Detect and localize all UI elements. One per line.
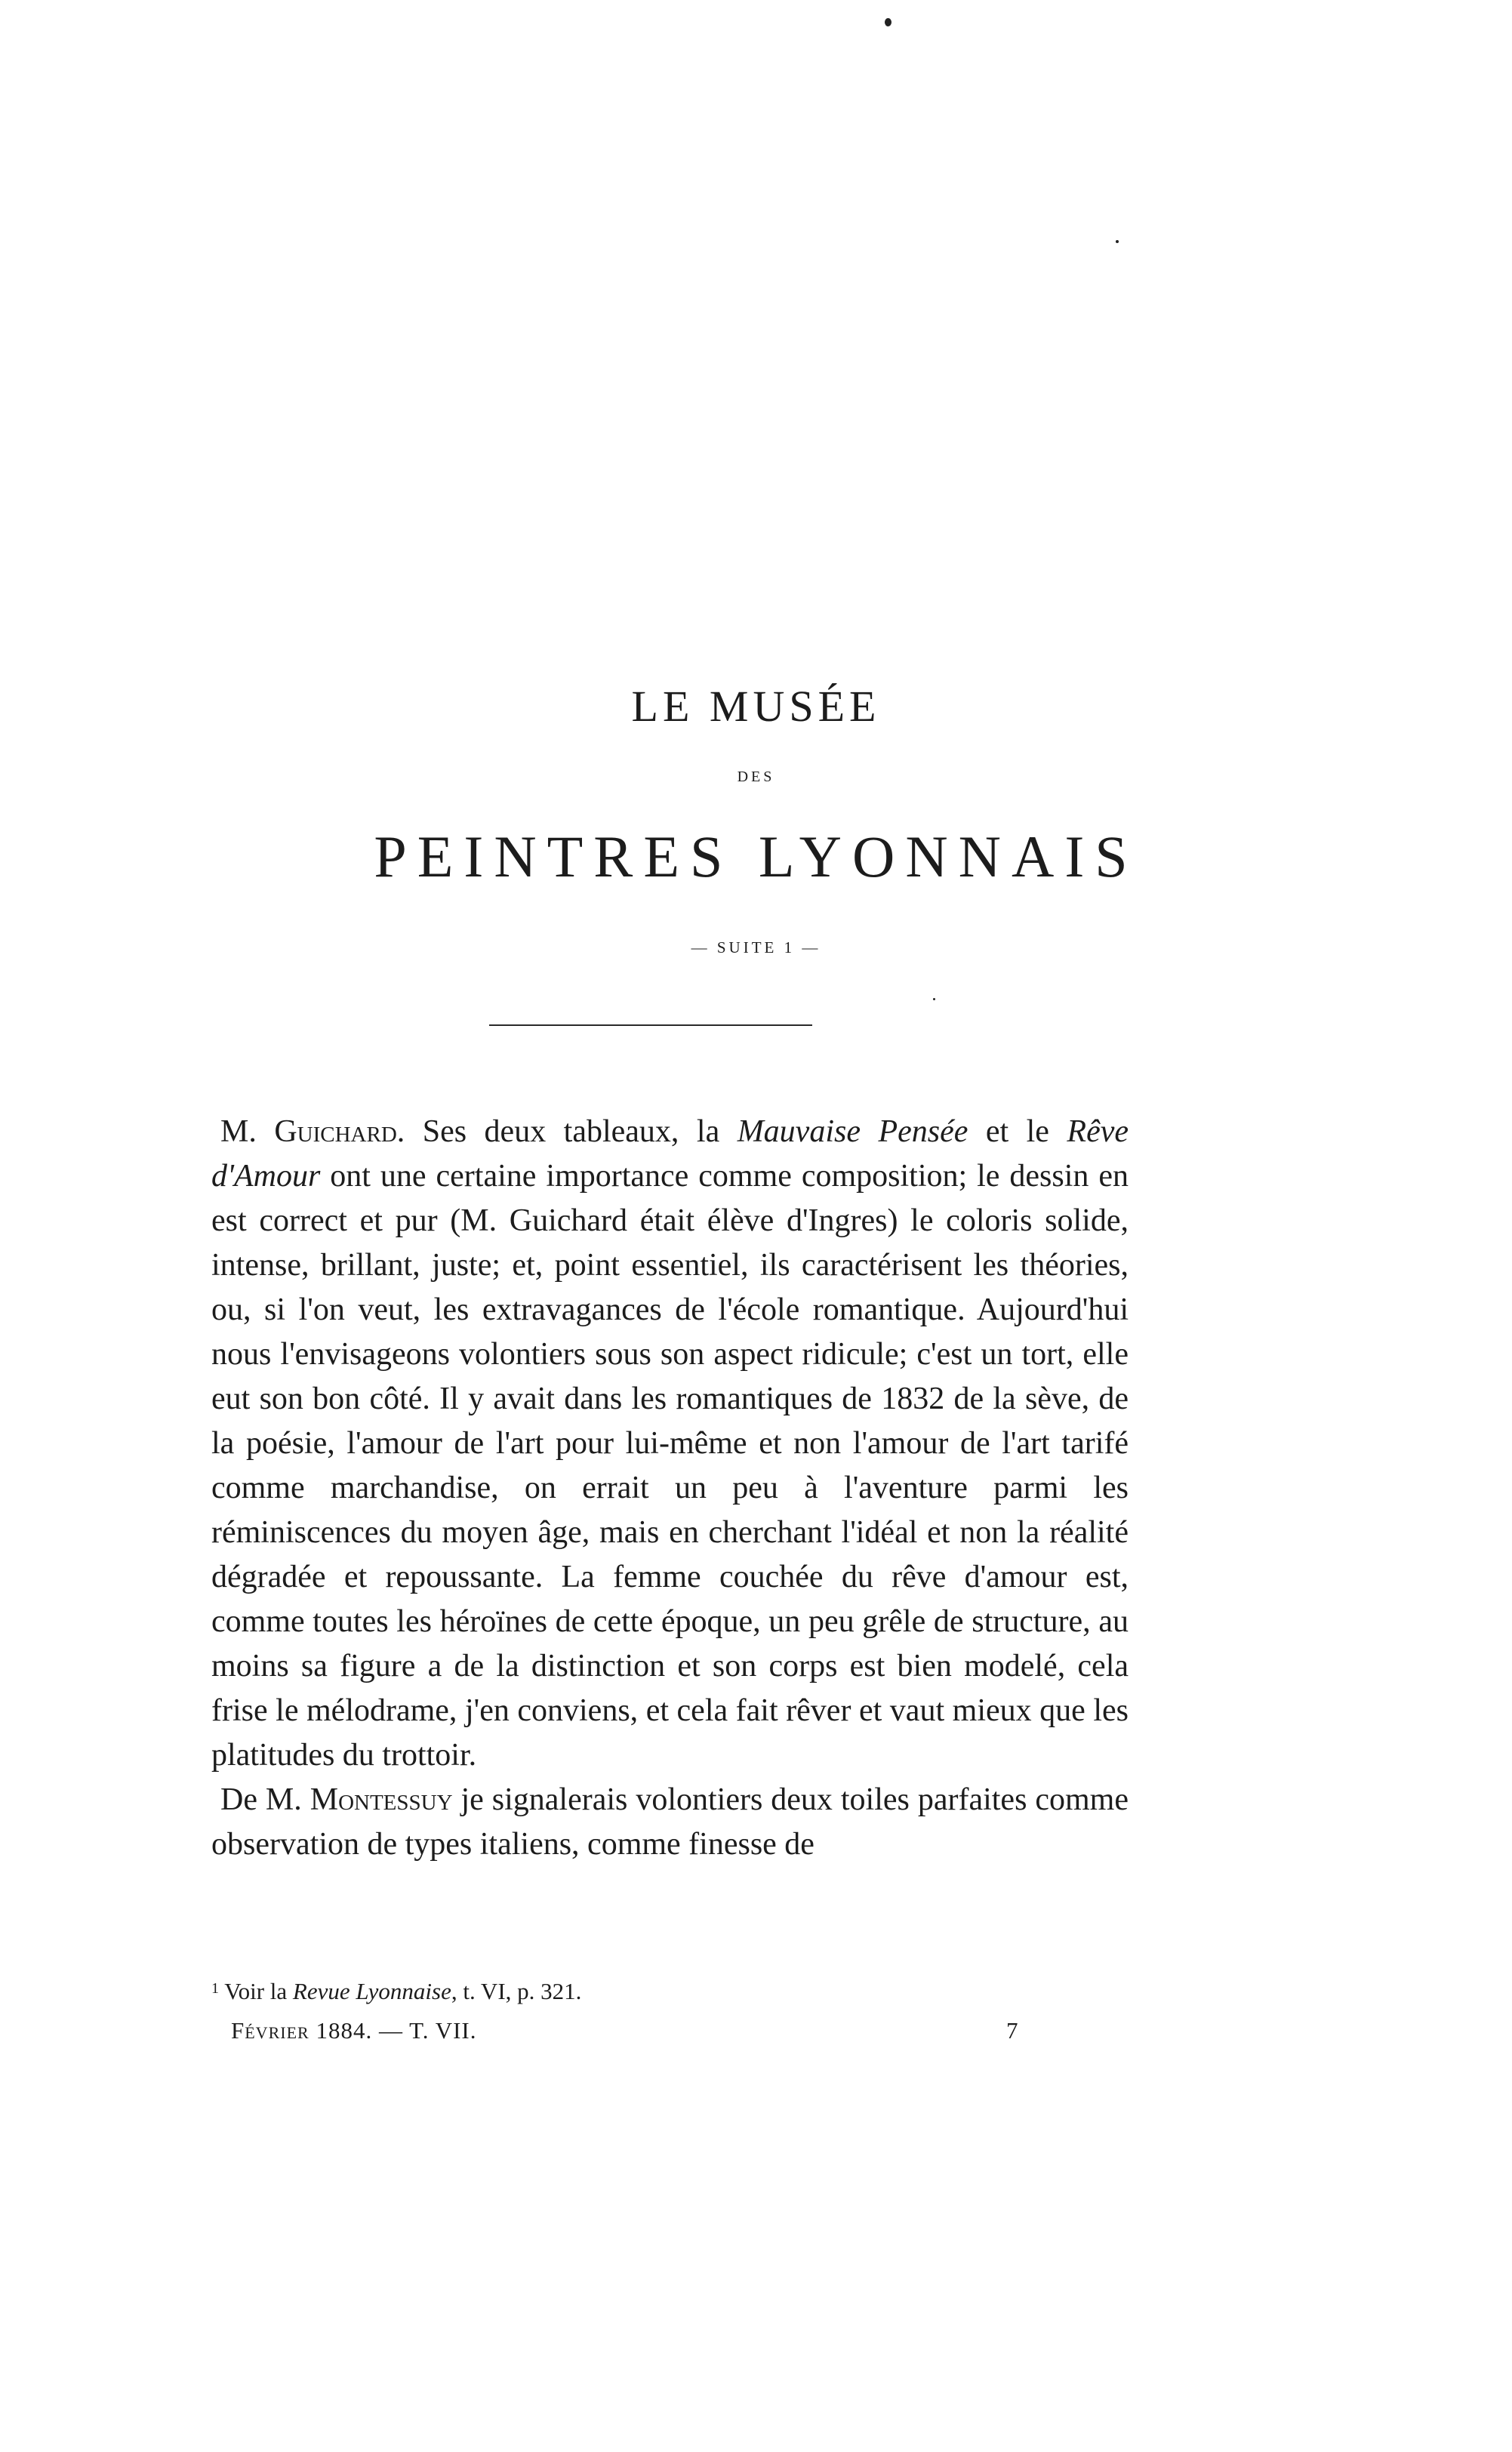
footnote-text: Voir la <box>219 1978 293 2004</box>
issue-line <box>231 2017 477 2044</box>
painting-title: Rêve d'Amour <box>211 1114 1129 1194</box>
title-line-1: LE MUSÉE <box>631 682 881 731</box>
paragraph-guichard <box>211 1110 1129 1778</box>
issue-volume: 1884. — T. VII. <box>309 2017 477 2044</box>
journal-title: Revue Lyonnaise <box>292 1978 451 2004</box>
suite-label: — SUITE 1 — <box>691 938 821 956</box>
page-number: 7 <box>1006 2017 1018 2044</box>
footnote-marker: 1 <box>211 1980 219 1997</box>
painter-name: M. Guichard <box>220 1114 397 1149</box>
footnote <box>211 1973 581 2007</box>
ink-speck <box>1116 240 1119 243</box>
painting-title: Mauvaise Pensée <box>737 1114 968 1149</box>
title-line-2: PEINTRES LYONNAIS <box>374 824 1138 889</box>
footnote-text: , t. VI, p. 321. <box>451 1978 582 2004</box>
title-des: DES <box>737 769 775 785</box>
ink-speck <box>933 998 935 1000</box>
title-divider <box>489 1024 812 1026</box>
paragraph-montessuy <box>211 1778 1129 1867</box>
paragraph-text: . Ses deux tableaux, la <box>396 1114 738 1149</box>
paragraph-text: De M. <box>220 1782 310 1817</box>
paragraph-text: ont une certaine importance comme composition; le dessin en est correct et pur (M. Guichard était élève d'Ingres) le coloris solide, intense, brillant, juste; et, point essentiel, ils caractérisent les théories, ou, si l'on veut, les extravagances de l'école romantique. Aujourd'hui nous l'envisageons volontiers sous son aspect ridicule; c'est un tort, elle eut son bon côté. Il y avait dans les romantiques de 1832 de la sève, de la poésie, l'amour de l'art pour lui-même et non l'amour de l'art tarifé comme marchandise, on errait un peu à l'aventure parmi les réminiscences du moyen âge, mais en cherchant l'idéal et non la réalité dégradée et repoussante. La femme couchée du rêve d'amour est, comme toutes les héroïnes de cette époque, un peu grêle de structure, au moins sa figure a de la distinction et son corps est bien modelé, cela frise le mélodrame, j'en conviens, et cela fait rêver et vaut mieux que les platitudes du trottoir. <box>211 1159 1129 1773</box>
ink-speck <box>885 18 891 26</box>
issue-month: Février <box>231 2017 309 2044</box>
painter-name: Montessuy <box>309 1782 453 1817</box>
article-body <box>211 1110 1129 1867</box>
paragraph-text: et le <box>968 1114 1067 1149</box>
paragraph-text: je signalerais volontiers deux toiles parfaites comme observation de types italiens, comme finesse de <box>211 1782 1129 1862</box>
